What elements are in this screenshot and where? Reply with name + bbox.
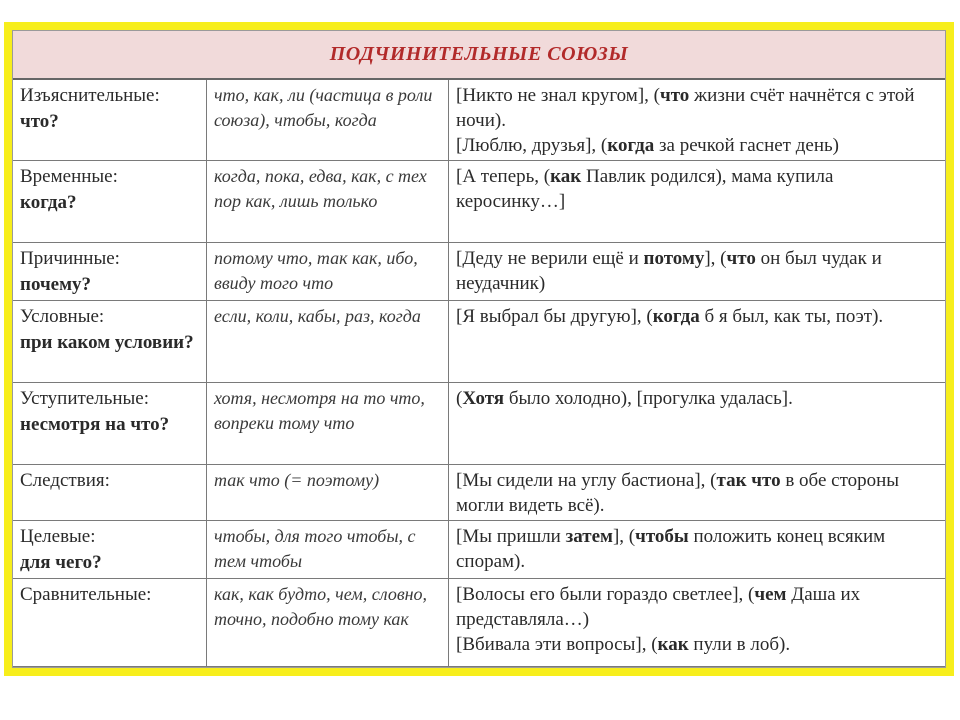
example-text: за речкой гаснет день) [654,135,839,156]
conjunction-type: Временные: [20,166,118,187]
conjunction-type-cell [13,301,207,383]
conjunction-question: несмотря на что? [20,414,170,435]
table-row [13,243,945,301]
example-sentence [456,632,939,657]
conjunction-question: при каком условии? [20,332,194,353]
example-text: [Мы пришли [456,526,566,547]
example-text: [Деду не верили ещё и [456,248,644,269]
conjunction-type-cell [13,80,207,161]
example-cell [449,383,946,465]
conjunctions-table-container [12,30,946,668]
example-text: Павлик родился), мама купила керосинку…] [456,166,834,212]
conjunction-type-cell [13,465,207,521]
example-sentence [456,582,939,632]
conjunctions-list: хотя, несмотря на то что, вопреки тому что [207,383,449,465]
conjunctions-table [13,80,945,667]
example-cell [449,521,946,579]
highlighted-conjunction: чем [754,584,787,605]
highlighted-conjunction: так что [716,470,781,491]
conjunctions-list: чтобы, для того чтобы, с тем чтобы [207,521,449,579]
table-row [13,465,945,521]
conjunction-type: Изъяснительные: [20,85,160,106]
conjunctions-list: так что (= поэтому) [207,465,449,521]
conjunction-type-cell [13,161,207,243]
table-row [13,161,945,243]
example-sentence [456,468,939,518]
conjunction-question: почему? [20,274,92,295]
highlighted-conjunction: Хотя [462,388,505,409]
example-text: [Мы сидели на углу бастиона], ( [456,470,717,491]
conjunction-type: Следствия: [20,470,110,491]
highlighted-conjunction: как [657,634,689,655]
conjunction-type-cell [13,579,207,667]
example-text: пули в лоб). [688,634,791,655]
highlighted-conjunction: как [550,166,582,187]
highlighted-conjunction: затем [565,526,613,547]
highlighted-conjunction: когда [652,306,700,327]
conjunction-question: для чего? [20,552,102,573]
example-text: Даша их представляла…) [456,584,861,630]
example-text: [Волосы его были гораздо светлее], ( [456,584,755,605]
highlighted-conjunction: когда [607,135,655,156]
highlighted-conjunction: что [659,85,690,106]
example-sentence [456,133,939,158]
conjunction-type: Целевые: [20,526,96,547]
example-text: положить конец всяким спорам). [456,526,886,572]
example-sentence [456,246,939,296]
conjunctions-list: если, коли, кабы, раз, когда [207,301,449,383]
example-text: ], ( [612,526,636,547]
conjunction-type: Причинные: [20,248,120,269]
conjunction-type-cell [13,243,207,301]
example-text: [Люблю, друзья], ( [456,135,608,156]
example-cell [449,161,946,243]
table-row [13,383,945,465]
table-row [13,301,945,383]
example-text: [А теперь, ( [456,166,551,187]
example-text: ], ( [704,248,727,269]
conjunction-type-cell [13,521,207,579]
table-row [13,80,945,161]
yellow-frame [4,22,954,676]
highlighted-conjunction: что [726,248,756,269]
table-title: ПОДЧИНИТЕЛЬНЫЕ СОЮЗЫ [13,31,945,80]
example-cell [449,243,946,301]
conjunction-type: Уступительные: [20,388,150,409]
conjunction-type: Условные: [20,306,105,327]
example-text: в обе стороны могли видеть всё). [456,470,900,516]
highlighted-conjunction: потому [643,248,705,269]
example-text: ( [456,388,463,409]
conjunctions-list: потому что, так как, ибо, ввиду того что [207,243,449,301]
conjunction-question: когда? [20,192,77,213]
example-text: он был чудак и неудачник) [456,248,882,294]
example-cell [449,301,946,383]
example-sentence [456,304,939,329]
example-cell [449,80,946,161]
table-row [13,521,945,579]
example-sentence [456,524,939,574]
conjunctions-list: когда, пока, едва, как, с тех пор как, лишь только [207,161,449,243]
conjunctions-list: как, как будто, чем, словно, точно, подобно тому как [207,579,449,667]
example-text: было холодно), [прогулка удалась]. [504,388,793,409]
example-sentence [456,386,939,411]
example-text: [Никто не знал кругом], ( [456,85,660,106]
conjunction-question: что? [20,111,59,132]
example-sentence [456,164,939,214]
example-text: [Я выбрал бы другую], ( [456,306,653,327]
example-text: жизни счёт начнётся с этой ночи). [456,85,915,131]
conjunctions-list: что, как, ли (частица в роли союза), чтобы, когда [207,80,449,161]
table-row [13,579,945,667]
conjunction-type: Сравнительные: [20,584,152,605]
example-cell [449,579,946,667]
conjunction-type-cell [13,383,207,465]
example-cell [449,465,946,521]
highlighted-conjunction: чтобы [635,526,689,547]
example-sentence [456,83,939,133]
example-text: [Вбивала эти вопросы], ( [456,634,658,655]
example-text: б я был, как ты, поэт). [699,306,884,327]
